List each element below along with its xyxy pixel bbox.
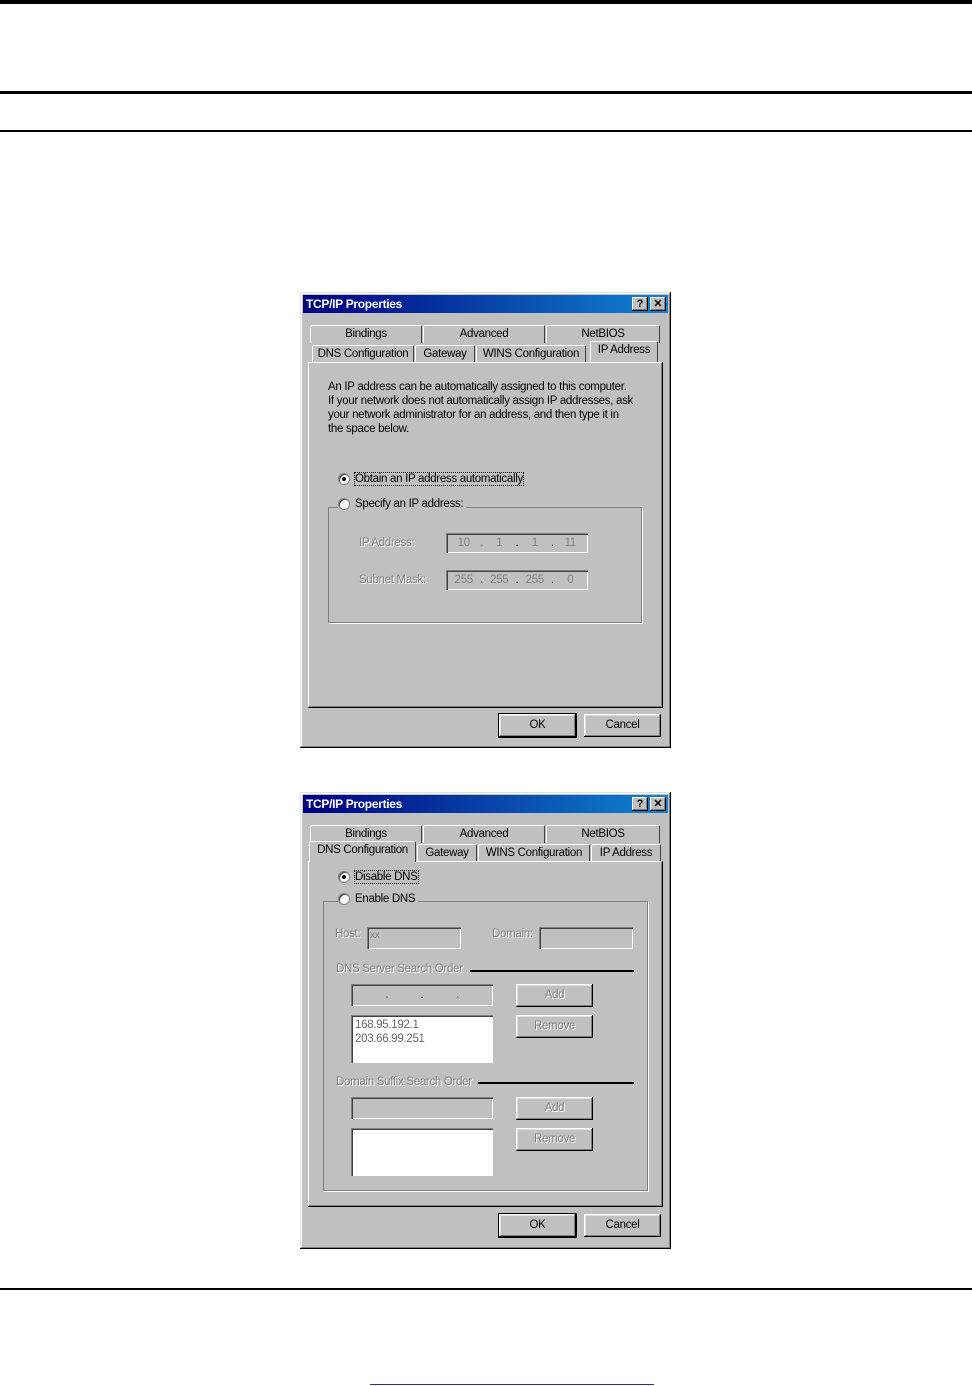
dns-remove-button[interactable]: Remove	[516, 1015, 593, 1038]
ip-address-field[interactable]: 10 . 1 . 1 . 11	[446, 533, 588, 553]
ok-button[interactable]: OK	[499, 714, 576, 737]
subnet-mask-field[interactable]: 255 . 255 . 255 . 0	[446, 570, 588, 590]
radio-obtain-auto[interactable]	[338, 473, 523, 485]
dns-server-list[interactable]	[351, 1015, 493, 1063]
radio-label: Disable DNS	[355, 871, 418, 883]
tab-ip-address[interactable]: IP Address	[591, 844, 661, 862]
tab-gateway[interactable]: Gateway	[415, 345, 475, 363]
dialog-title: TCP/IP Properties	[306, 797, 403, 811]
close-icon[interactable]: ✕	[650, 297, 666, 311]
radio-label: Obtain an IP address automatically	[355, 473, 523, 485]
tab-ip-address[interactable]: IP Address	[590, 341, 658, 362]
specify-ip-groupbox	[328, 507, 642, 623]
dns-server-ip-input[interactable]: . . .	[351, 984, 493, 1006]
radio-label: Specify an IP address:	[355, 498, 464, 510]
domain-label: Domain:	[492, 928, 533, 940]
radio-button[interactable]	[338, 473, 350, 485]
header-mid-rule	[0, 91, 972, 94]
tab-advanced[interactable]: Advanced	[423, 825, 545, 843]
domain-suffix-input[interactable]	[351, 1097, 493, 1119]
header-bottom-rule	[0, 130, 972, 132]
tab-netbios[interactable]: NetBIOS	[546, 825, 660, 843]
tab-netbios[interactable]: NetBIOS	[546, 325, 660, 343]
domain-suffix-search-order-label: Domain Suffix Search Order	[336, 1076, 472, 1088]
dns-add-button[interactable]: Add	[516, 984, 593, 1007]
radio-button[interactable]	[338, 871, 350, 883]
dns-server-separator	[470, 970, 634, 972]
tab-panel	[308, 861, 663, 1207]
subnet-mask-label: Subnet Mask:	[359, 574, 426, 586]
list-item[interactable]: 203.66.99.251	[355, 1033, 425, 1045]
host-field[interactable]: xx	[367, 927, 461, 949]
tab-advanced[interactable]: Advanced	[423, 325, 545, 343]
tab-dns-configuration[interactable]: DNS Configuration	[309, 841, 416, 862]
tcpip-properties-dialog-dns	[300, 792, 671, 1249]
help-icon[interactable]: ?	[632, 797, 648, 811]
tab-wins-configuration[interactable]: WINS Configuration	[476, 345, 586, 363]
host-label: Host:	[335, 928, 361, 940]
radio-label: Enable DNS	[355, 893, 416, 905]
domain-field[interactable]	[539, 927, 633, 949]
ip-address-label: IP Address:	[359, 537, 415, 549]
tab-gateway[interactable]: Gateway	[417, 844, 477, 862]
dns-server-search-order-label: DNS Server Search Order	[336, 963, 463, 975]
radio-disable-dns[interactable]	[338, 871, 418, 883]
cancel-button[interactable]: Cancel	[584, 1214, 661, 1237]
domain-suffix-list[interactable]	[351, 1128, 493, 1176]
radio-specify-ip[interactable]	[338, 498, 466, 510]
cancel-button[interactable]: Cancel	[584, 714, 661, 737]
footer-link-underline[interactable]	[370, 1384, 654, 1385]
radio-button[interactable]	[338, 893, 350, 905]
dialog-title: TCP/IP Properties	[306, 297, 403, 311]
radio-button[interactable]	[338, 498, 350, 510]
description-text: An IP address can be automatically assigned to this computer. If your network does not automatically assign IP addresses, ask your network administrator for an address, and then type it in the space below.	[328, 381, 633, 435]
tab-dns-configuration[interactable]: DNS Configuration	[312, 345, 414, 363]
radio-enable-dns[interactable]	[338, 893, 418, 905]
title-bar	[303, 795, 668, 813]
list-item[interactable]: 168.95.192.1	[355, 1019, 419, 1031]
header-top-rule	[0, 0, 972, 4]
ok-button[interactable]: OK	[499, 1214, 576, 1237]
footer-rule	[0, 1288, 972, 1290]
title-bar	[303, 295, 668, 313]
help-icon[interactable]: ?	[632, 297, 648, 311]
close-icon[interactable]: ✕	[650, 797, 666, 811]
tab-bindings[interactable]: Bindings	[310, 825, 422, 843]
tab-bindings[interactable]: Bindings	[310, 325, 422, 343]
tcpip-properties-dialog-ip	[300, 292, 671, 748]
suffix-remove-button[interactable]: Remove	[516, 1128, 593, 1151]
domain-suffix-separator	[478, 1082, 634, 1084]
tab-wins-configuration[interactable]: WINS Configuration	[478, 844, 590, 862]
suffix-add-button[interactable]: Add	[516, 1097, 593, 1120]
tab-panel	[308, 362, 663, 708]
